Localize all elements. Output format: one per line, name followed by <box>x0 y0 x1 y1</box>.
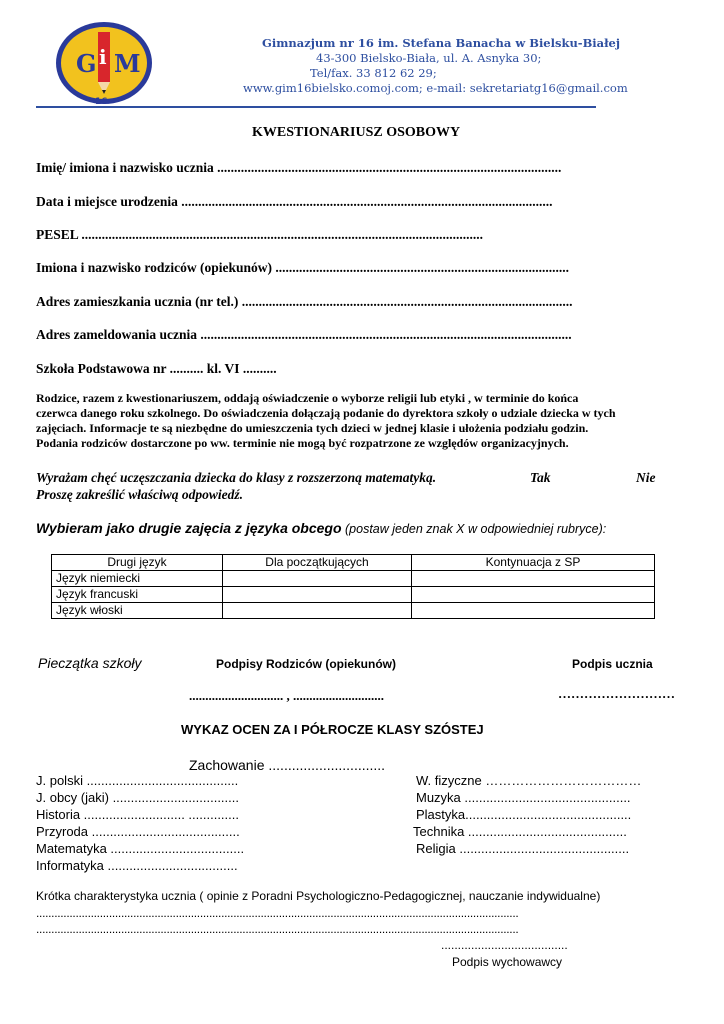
table-row <box>52 603 655 619</box>
grades-title: WYKAZ OCEN ZA I PÓŁROCZE KLASY SZÓSTEJ <box>181 722 484 737</box>
notice-line: Rodzice, razem z kwestionariuszem, oddają oświadczenie o wyborze religii lub etyki , w terminie do końca <box>36 391 579 405</box>
header-rule <box>36 106 596 108</box>
grades-left-column <box>36 772 244 874</box>
grade-religion: Religia ............................................... <box>416 841 630 856</box>
table-header: Kontynuacja z SP <box>412 555 655 571</box>
logo-letter-i: i <box>99 45 107 69</box>
logo-letter-g: G <box>76 49 97 78</box>
field-registered-address: Adres zameldowania ucznia .............................................................................................................. <box>36 327 572 342</box>
beginner-cell[interactable] <box>223 587 412 603</box>
grade-polish: J. polski .......................................... <box>36 773 239 788</box>
school-logo <box>54 20 154 106</box>
student-signature-line: ……………………… <box>558 686 675 701</box>
teacher-signature-line: ...................................... <box>441 938 568 952</box>
characteristic-line-2: ............................................................................................................................................................... <box>36 922 519 936</box>
characteristic-label: Krótka charakterystyka ucznia ( opinie z Poradni Psychologiczno-Pedagogicznej, nauczanie indywidualne) <box>36 889 601 903</box>
grade-conduct: Zachowanie .............................. <box>189 757 386 773</box>
grade-math: Matematyka ..................................... <box>36 841 245 856</box>
field-primary-school: Szkoła Podstawowa nr .......... kl. VI .......... <box>36 361 277 376</box>
grade-informatics: Informatyka .................................... <box>36 858 238 873</box>
choose-note: Proszę zakreślić właściwą odpowiedź. <box>36 487 244 502</box>
school-stamp-label: Pieczątka szkoły <box>38 655 142 671</box>
continuation-cell[interactable] <box>412 603 655 619</box>
logo-letter-m: M <box>114 49 141 78</box>
table-row <box>52 571 655 587</box>
language-heading-note: (postaw jeden znak X w odpowiedniej rubryce): <box>341 522 607 536</box>
teacher-signature-label: Podpis wychowawcy <box>452 955 563 969</box>
grade-science: Przyroda ......................................... <box>36 824 240 839</box>
notice-line: zajęciach. Informacje te są niezbędne do umieszczenia tych dzieci w jednej klasie i ułożenia podziału godzin. <box>36 421 589 435</box>
continuation-cell[interactable] <box>412 571 655 587</box>
table-header: Drugi język <box>52 555 223 571</box>
school-address: 43-300 Bielsko-Biała, ul. A. Asnyka 30; <box>316 51 542 65</box>
school-web-email: www.gim16bielsko.comoj.com; e-mail: sekretariatg16@gmail.com <box>243 81 628 95</box>
grade-music: Muzyka .............................................. <box>416 790 631 805</box>
field-pesel: PESEL ....................................................................................................................... <box>36 227 484 242</box>
language-name: Język francuski <box>52 587 223 603</box>
notice-line: czerwca danego roku szkolnego. Do oświadczenia dołączają podanie do dyrektora szkoły o udziale dziecka w tych <box>36 406 616 420</box>
beginner-cell[interactable] <box>223 571 412 587</box>
grade-pe: W. fizyczne ……………………………… <box>416 773 642 788</box>
math-class-choice: Wyrażam chęć uczęszczania dziecka do klasy z rozszerzoną matematyką. <box>36 470 437 485</box>
grade-history: Historia ............................ .............. <box>36 807 239 822</box>
characteristic-line-1: ............................................................................................................................................................... <box>36 906 519 920</box>
student-signature-label: Podpis ucznia <box>572 657 653 671</box>
parents-signature-label: Podpisy Rodziców (opiekunów) <box>216 657 396 671</box>
answer-yes[interactable]: Tak <box>530 470 551 485</box>
continuation-cell[interactable] <box>412 587 655 603</box>
table-row <box>52 587 655 603</box>
grades-right-column <box>413 772 642 857</box>
school-phone: Tel/fax. 33 812 62 29; <box>310 66 437 80</box>
grade-foreign-language: J. obcy (jaki) ................................... <box>36 790 239 805</box>
table-header: Dla początkujących <box>223 555 412 571</box>
field-residence-address: Adres zamieszkania ucznia (nr tel.) .................................................................................................. <box>36 294 573 309</box>
field-birth-date-place: Data i miejsce urodzenia .............................................................................................................. <box>36 194 553 209</box>
field-student-name: Imię/ imiona i nazwisko ucznia ...................................................................................................... <box>36 160 562 175</box>
school-name: Gimnazjum nr 16 im. Stefana Banacha w Bielsku-Białej <box>262 36 621 50</box>
field-parents-names: Imiona i nazwisko rodziców (opiekunów) ....................................................................................... <box>36 260 570 275</box>
table-header-row <box>52 555 655 571</box>
grade-art: Plastyka.............................................. <box>416 807 632 822</box>
notice-paragraph <box>36 391 616 451</box>
parents-signature-line: ............................. , ............................ <box>189 688 384 703</box>
notice-line: Podania rodziców dostarczone po ww. terminie nie mogą być rozpatrzone ze względów organizacyjnych. <box>36 436 569 450</box>
language-name: Język niemiecki <box>52 571 223 587</box>
language-name: Język włoski <box>52 603 223 619</box>
form-title: KWESTIONARIUSZ OSOBOWY <box>252 125 461 140</box>
grade-technology: Technika ............................................ <box>413 824 627 839</box>
language-heading-main: Wybieram jako drugie zajęcia z języka obcego <box>36 520 342 536</box>
language-heading <box>36 520 606 536</box>
language-table <box>51 554 655 619</box>
logo-number: 16 <box>95 97 108 106</box>
answer-no[interactable]: Nie <box>636 470 656 485</box>
beginner-cell[interactable] <box>223 603 412 619</box>
